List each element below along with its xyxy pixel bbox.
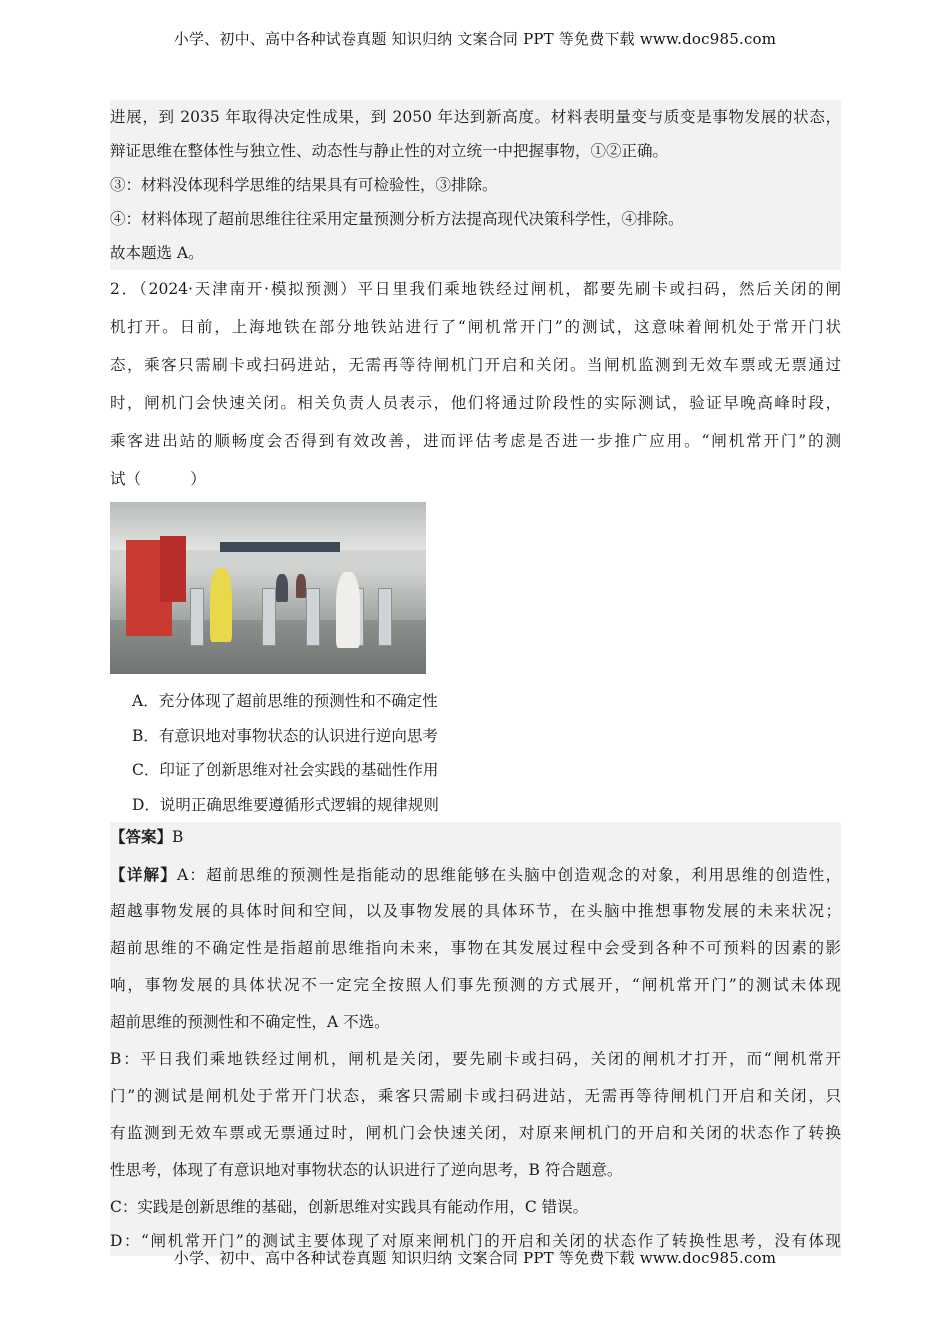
explain-first: A：超前思维的预测性是指能动的思维能够在头脑中创造观念的对象，利用思维的创造性， <box>176 866 841 884</box>
explain-line-8: 有监测到无效车票或无票通过时，闸机门会快速关闭，对原来闸机门的开启和关闭的状态作了转换 <box>110 1115 841 1152</box>
page-header: 小学、初中、高中各种试卷真题 知识归纳 文案合同 PPT 等免费下载 www.doc985.com <box>173 30 777 48</box>
prev-line-1: 进展，到 2035 年取得决定性成果，到 2050 年达到新高度。材料表明量变与质变是事物发展的状态， <box>110 100 841 134</box>
question-line-6: 试（ ） <box>110 470 206 488</box>
previous-answer-block <box>110 100 841 270</box>
option-d: D．说明正确思维要遵循形式逻辑的规律规则 <box>132 795 439 814</box>
question-line-2: 机打开。日前，上海地铁在部分地铁站进行了“闸机常开门”的测试，这意味着闸机处于常开门状 <box>110 318 841 336</box>
option-c: C．印证了创新思维对社会实践的基础性作用 <box>132 761 439 779</box>
subway-gate-photo <box>110 502 426 674</box>
explain-line-1 <box>110 856 841 893</box>
answer-block <box>110 822 841 1256</box>
explain-line-5: 超前思维的预测性和不确定性，A 不选。 <box>110 1004 841 1041</box>
explain-line-6: B：平日我们乘地铁经过闸机，闸机是关闭，要先刷卡或扫码，关闭的闸机才打开，而“闸机常开 <box>110 1041 841 1078</box>
question-line-3: 态，乘客只需刷卡或扫码进站，无需再等待闸机门开启和关闭。当闸机监测到无效车票或无票通过 <box>110 356 841 374</box>
explain-line-3: 超前思维的不确定性是指超前思维指向未来，事物在其发展过程中会受到各种不可预料的因素的影 <box>110 930 841 967</box>
page-footer: 小学、初中、高中各种试卷真题 知识归纳 文案合同 PPT 等免费下载 www.doc985.com <box>173 1249 777 1267</box>
explain-line-4: 响，事物发展的具体状况不一定完全按照人们事先预测的方式展开，“闸机常开门”的测试未体现 <box>110 967 841 1004</box>
answer-value: B <box>172 828 184 846</box>
question-line-1: 2．（2024·天津南开·模拟预测）平日里我们乘地铁经过闸机，都要先刷卡或扫码，然后关闭的闸 <box>110 280 841 298</box>
explain-line-9: 性思考，体现了有意识地对事物状态的认识进行了逆向思考，B 符合题意。 <box>110 1152 841 1189</box>
explain-line-7: 门”的测试是闸机处于常开门状态，乘客只需刷卡或扫码进站，无需再等待闸机门开启和关闭，只 <box>110 1078 841 1115</box>
explain-line-2: 超越事物发展的具体时间和空间，以及事物发展的具体环节，在头脑中推想事物发展的未来状况； <box>110 893 841 930</box>
prev-line-5: 故本题选 A。 <box>110 236 841 270</box>
explain-line-10: C：实践是创新思维的基础，创新思维对实践具有能动作用，C 错误。 <box>110 1189 841 1226</box>
question-block <box>110 270 841 822</box>
question-line-4: 时，闸机门会快速关闭。相关负责人员表示，他们将通过阶段性的实际测试，验证早晚高峰时段， <box>110 394 841 412</box>
prev-line-3: ③：材料没体现科学思维的结果具有可检验性，③排除。 <box>110 168 841 202</box>
prev-line-2: 辩证思维在整体性与独立性、动态性与静止性的对立统一中把握事物，①②正确。 <box>110 134 841 168</box>
explain-label: 【详解】 <box>110 865 177 884</box>
question-line-5: 乘客进出站的顺畅度会否得到有效改善，进而评估考虑是否进一步推广应用。“闸机常开门”的测 <box>110 432 841 450</box>
prev-line-4: ④：材料体现了超前思维往往采用定量预测分析方法提高现代决策科学性，④排除。 <box>110 202 841 236</box>
answer-line <box>110 822 841 856</box>
answer-label: 【答案】 <box>110 827 173 846</box>
explain-line-11: D：“闸机常开门”的测试主要体现了对原来闸机门的开启和关闭的状态作了转换性思考，没有体现 <box>110 1226 841 1256</box>
option-b: B．有意识地对事物状态的认识进行逆向思考 <box>132 726 438 745</box>
option-a: A．充分体现了超前思维的预测性和不确定性 <box>132 692 438 710</box>
document-body <box>110 100 841 1256</box>
